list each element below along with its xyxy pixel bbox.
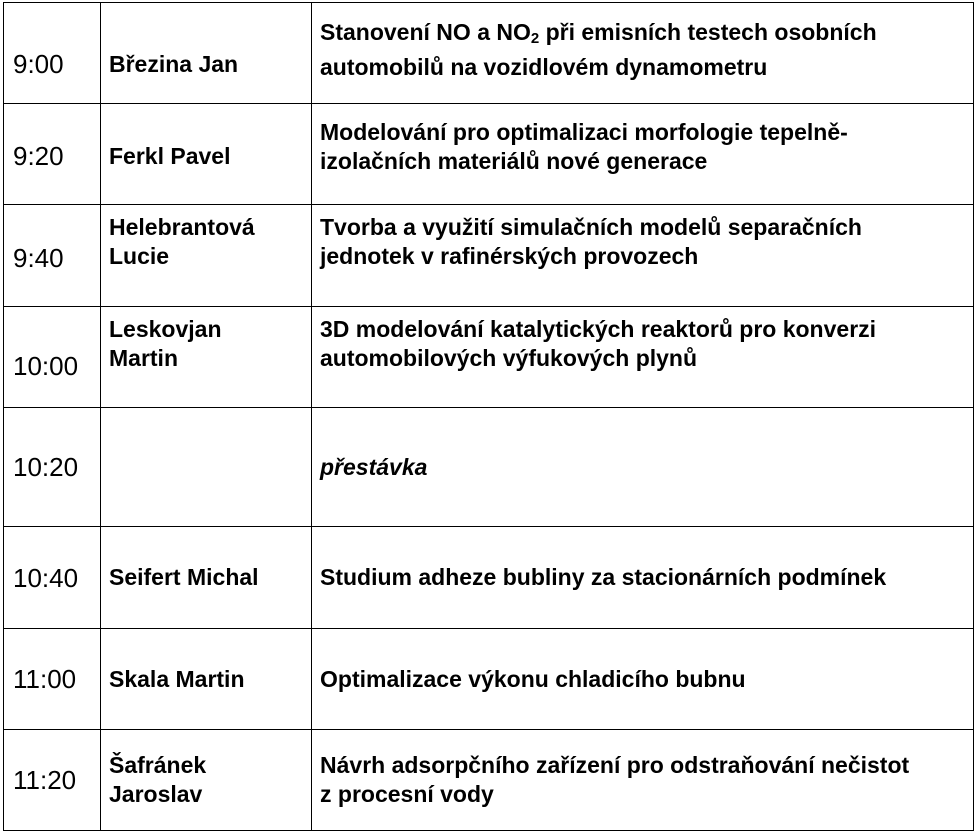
break-label-cell: přestávka bbox=[312, 408, 974, 527]
table-row bbox=[4, 527, 974, 629]
talk-title-cell: Návrh adsorpčního zařízení pro odstraňování nečistot z procesní vody bbox=[312, 730, 974, 831]
presenter-cell: Helebrantová Lucie bbox=[101, 205, 312, 307]
table-row bbox=[4, 730, 974, 831]
presenter-cell: Březina Jan bbox=[101, 3, 312, 104]
time-cell: 9:20 bbox=[4, 104, 101, 205]
presenter-cell bbox=[101, 408, 312, 527]
table-row bbox=[4, 205, 974, 307]
time-cell: 9:00 bbox=[4, 3, 101, 104]
presenter-cell: Seifert Michal bbox=[101, 527, 312, 629]
presenter-cell: Ferkl Pavel bbox=[101, 104, 312, 205]
talk-title-cell: Modelování pro optimalizaci morfologie tepelně- izolačních materiálů nové generace bbox=[312, 104, 974, 205]
talk-title-cell: 3D modelování katalytických reaktorů pro konverzi automobilových výfukových plynů bbox=[312, 307, 974, 408]
table-row bbox=[4, 104, 974, 205]
talk-title-cell: Studium adheze bubliny za stacionárních podmínek bbox=[312, 527, 974, 629]
time-cell: 10:00 bbox=[4, 307, 101, 408]
presenter-cell: Šafránek Jaroslav bbox=[101, 730, 312, 831]
time-cell: 10:20 bbox=[4, 408, 101, 527]
table-row bbox=[4, 408, 974, 527]
time-cell: 10:40 bbox=[4, 527, 101, 629]
talk-title-cell: Stanovení NO a $NO_2$ při emisních testech osobních automobilů na vozidlovém dynamometru bbox=[312, 3, 974, 104]
table-row bbox=[4, 3, 974, 104]
talk-title-cell: Tvorba a využití simulačních modelů separačních jednotek v rafinérských provozech bbox=[312, 205, 974, 307]
time-cell: 11:20 bbox=[4, 730, 101, 831]
talk-title-cell: Optimalizace výkonu chladicího bubnu bbox=[312, 629, 974, 730]
presenter-cell: Leskovjan Martin bbox=[101, 307, 312, 408]
schedule-table bbox=[3, 2, 974, 831]
time-cell: 11:00 bbox=[4, 629, 101, 730]
presenter-cell: Skala Martin bbox=[101, 629, 312, 730]
table-row bbox=[4, 629, 974, 730]
time-cell: 9:40 bbox=[4, 205, 101, 307]
table-row bbox=[4, 307, 974, 408]
